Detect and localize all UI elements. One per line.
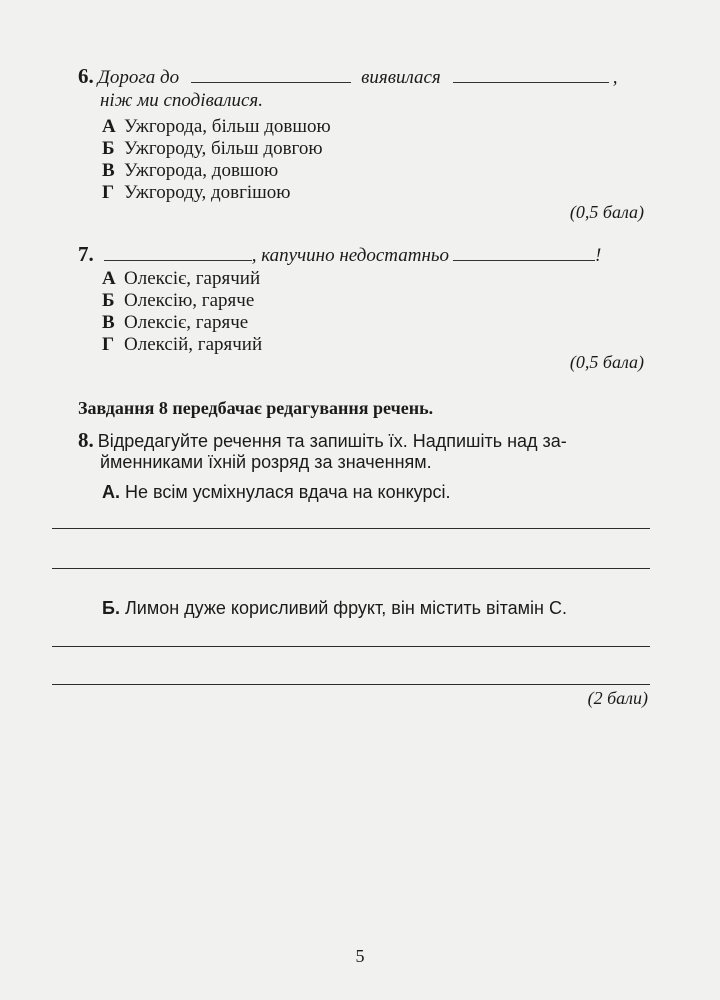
option-letter: Г bbox=[102, 334, 115, 355]
q7-blank-1[interactable] bbox=[104, 244, 252, 261]
q7-score: (0,5 бала) bbox=[569, 352, 644, 372]
option-letter: А bbox=[102, 268, 116, 289]
option-text: Ужгороду, більш довгою bbox=[124, 138, 323, 159]
q6-blank-2[interactable] bbox=[453, 66, 609, 83]
answer-line-a2[interactable] bbox=[52, 568, 650, 569]
answer-line-b1[interactable] bbox=[52, 646, 650, 647]
q6-blank-1[interactable] bbox=[191, 66, 351, 83]
sentence-a-text: Не всім усміхнулася вдача на конкурсі. bbox=[125, 482, 451, 502]
q7-text-end: ! bbox=[595, 245, 602, 266]
q7-number: 7. bbox=[78, 242, 94, 266]
q6-line2: ніж ми сподівалися. bbox=[100, 90, 263, 111]
q6-score: (0,5 бала) bbox=[569, 202, 644, 222]
q6-text-start: Дорога до bbox=[97, 67, 180, 88]
q8-score: (2 бали) bbox=[587, 688, 648, 708]
option-text: Ужгорода, довшою bbox=[124, 160, 279, 181]
q6-option-b[interactable] bbox=[102, 138, 323, 160]
option-text: Олексію, гаряче bbox=[124, 290, 255, 311]
option-letter: Б bbox=[102, 290, 115, 311]
q6-option-a[interactable] bbox=[102, 116, 331, 138]
task8-instruction-row bbox=[78, 428, 567, 453]
option-letter: А bbox=[102, 116, 116, 137]
answer-line-b2[interactable] bbox=[52, 684, 650, 685]
page-number: 5 bbox=[355, 946, 365, 966]
option-letter: В bbox=[102, 160, 115, 181]
q6-option-d[interactable] bbox=[102, 182, 290, 204]
q8-instruction-line2: йменниками їхній розряд за значенням. bbox=[100, 452, 432, 472]
q8-sentence-b bbox=[102, 598, 567, 619]
option-letter: Б bbox=[102, 138, 115, 159]
task8-heading: Завдання 8 передбачає редагування речень. bbox=[78, 398, 434, 418]
option-letter: В bbox=[102, 312, 115, 333]
q6-text-mid: виявилася bbox=[361, 67, 441, 88]
q6-option-c[interactable] bbox=[102, 160, 278, 182]
sentence-a-label: А. bbox=[102, 482, 120, 502]
q7-blank-2[interactable] bbox=[453, 244, 595, 261]
q8-number: 8. bbox=[78, 428, 94, 452]
q6-stem bbox=[78, 64, 617, 89]
q7-option-a[interactable] bbox=[102, 268, 260, 290]
sentence-b-text: Лимон дуже корисливий фрукт, він містить вітамін С. bbox=[124, 598, 567, 618]
q6-text-end: , bbox=[612, 67, 618, 88]
answer-line-a1[interactable] bbox=[52, 528, 650, 529]
q6-number: 6. bbox=[78, 64, 94, 88]
option-letter: Г bbox=[102, 182, 115, 203]
q7-stem bbox=[78, 242, 601, 267]
q7-option-c[interactable] bbox=[102, 312, 248, 334]
q8-sentence-a bbox=[102, 482, 450, 503]
option-text: Олексіє, гарячий bbox=[124, 268, 261, 289]
option-text: Олексій, гарячий bbox=[124, 334, 263, 355]
option-text: Ужгорода, більш довшою bbox=[124, 116, 331, 137]
q8-instruction-line1: Відредагуйте речення та запишіть їх. Надпишіть над за- bbox=[97, 431, 567, 451]
option-text: Ужгороду, довгішою bbox=[124, 182, 291, 203]
q7-text-mid: , капучино недостатньо bbox=[251, 245, 450, 266]
q7-option-d[interactable] bbox=[102, 334, 262, 356]
q7-option-b[interactable] bbox=[102, 290, 254, 312]
option-text: Олексіє, гаряче bbox=[124, 312, 249, 333]
sentence-b-label: Б. bbox=[102, 598, 120, 618]
